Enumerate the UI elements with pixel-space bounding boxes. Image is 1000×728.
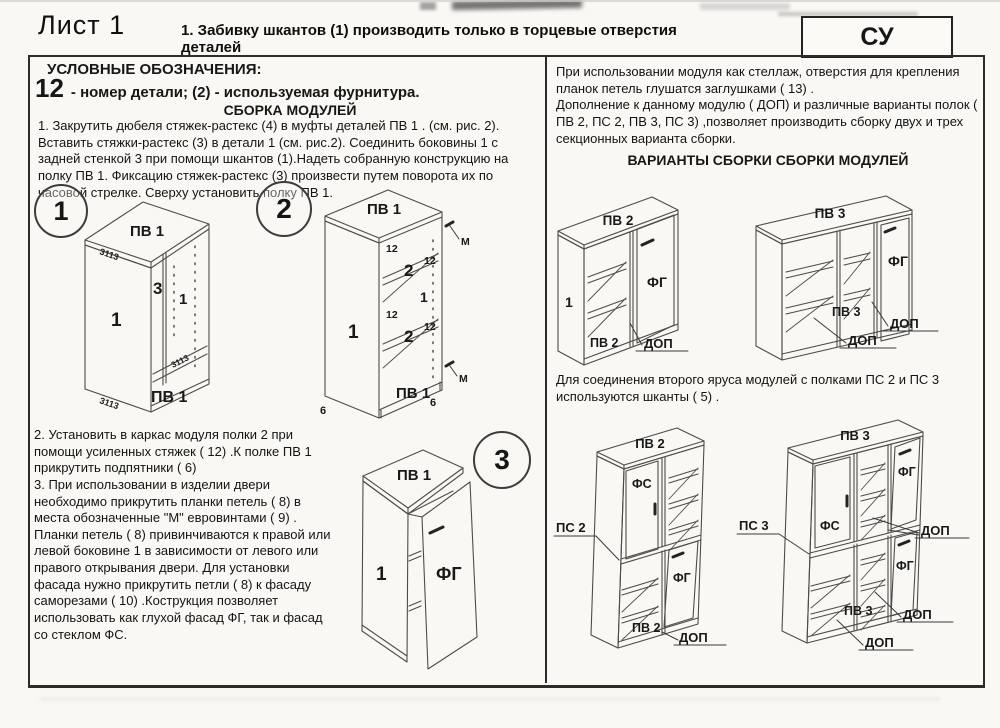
stack3-ps-label: ПС 3 xyxy=(739,518,769,533)
legend-row xyxy=(35,75,420,101)
fig3-top-label: ПВ 1 xyxy=(396,467,432,484)
figure-3-door-diagram xyxy=(350,434,500,682)
stack2-ps-label: ПС 2 xyxy=(556,520,586,535)
intro-paragraph-2: Дополнение к данному модулю ( ДОП) и различные варианты полок ( ПВ 2, ПС 2, ПВ 3, ПС 3) ,позволяет производить сборку двух и трех секционных варианта сборки. xyxy=(556,97,978,146)
scan-edge-shadow xyxy=(40,698,940,700)
pv2-side-label: 1 xyxy=(565,294,573,310)
assembly-step-1: 1. Закрутить дюбеля стяжек-растекс (4) в муфты деталей ПВ 1 . (см. рис. 2). Вставить стяжки-растекс (3) в детали 1 (см. рис.2). Соединить боковины 1 с задней стенкой 3 при помощи шкантов (1).Надеть собранную конструкцию на полку ПВ 1. Фиксацию стяжек-растекс (3) произвести путем поворота их по часовой стрелке. Сверху установить полку ПВ 1. xyxy=(38,118,509,200)
scan-smudge xyxy=(420,2,436,10)
fig2-shelf-label: 2 xyxy=(404,261,414,280)
pv3-dop-label: ДОП xyxy=(890,316,919,331)
assembly-section-title: СБОРКА МОДУЛЕЙ xyxy=(223,102,357,118)
assembly-step-3: 3. При использовании в изделии двери необходимо прикрутить планки петель ( 8) в места обозначенные "М" евровинтами ( 9) . Планки петель ( 8) привинчиваются к правой или левой боковине 1 в зависимости от левого или правого открывания двери. Для установки фасада нужно прикрутить петли ( 8) к фасаду саморезами ( 10) .Кострукция позволяет использовать как глухой фасад ФГ, так и фасад со стеклом ФС. xyxy=(34,476,331,642)
fig1-inner-label: 1 xyxy=(179,291,188,308)
module-pv2-diagram xyxy=(552,183,722,379)
fig1-edge-mark: 3113 xyxy=(98,395,121,412)
stack2-door-label: ФГ xyxy=(673,571,691,585)
legend-title: УСЛОВНЫЕ ОБОЗНАЧЕНИЯ: xyxy=(47,61,262,78)
figure-2-number-label: 2 xyxy=(276,193,292,224)
fig2-shelf-label: 2 xyxy=(404,327,414,346)
legend-text: - номер детали; (2) - используемая фурнитура. xyxy=(70,84,420,101)
fig2-inner-label: 1 xyxy=(420,289,428,305)
fig2-top-label: ПВ 1 xyxy=(366,201,402,218)
stamp-box xyxy=(801,16,953,58)
pv3-dop-label: ДОП xyxy=(848,333,877,348)
stack2-top-label: ПВ 2 xyxy=(635,436,665,451)
variants-title: ВАРИАНТЫ СБОРКИ СБОРКИ МОДУЛЕЙ xyxy=(627,152,909,168)
pv2-bottom-label: ПВ 2 xyxy=(590,336,619,350)
tiers-note: Для соединения второго яруса модулей с полками ПС 2 и ПС 3 используются шканты ( 5) . xyxy=(556,372,940,404)
sheet-title: Лист 1 xyxy=(38,10,126,40)
stack-pv3-diagram xyxy=(713,408,983,680)
scan-edge-shadow xyxy=(0,0,1000,2)
fig1-back-label: 3 xyxy=(153,279,163,298)
assembly-steps-2-3 xyxy=(34,427,336,643)
scan-smudge xyxy=(700,3,790,10)
figure-1-carcass-diagram xyxy=(75,190,245,425)
fig1-bottom-label: ПВ 1 xyxy=(151,389,188,406)
fig2-fastener-label: 12 xyxy=(386,243,398,255)
pv2-door-label: ФГ xyxy=(647,274,667,290)
intro-paragraph-1: При использовании модуля как стеллаж, отверстия для крепления планок петель глушатся заглушками ( 13) . xyxy=(556,64,960,96)
assembly-step-2: 2. Установить в каркас модуля полки 2 при помощи усиленных стяжек ( 12) .К полке ПВ 1 прикрутить подпятники ( 6) xyxy=(34,427,312,476)
fig2-fastener-label: 12 xyxy=(424,321,436,333)
stack3-bottom-label: ПВ 3 xyxy=(844,604,873,618)
fig2-foot-label: 6 xyxy=(320,405,327,417)
fig2-foot-label: 6 xyxy=(430,397,437,409)
shelving-intro xyxy=(556,64,980,147)
fig1-edge-mark: 3113 xyxy=(98,246,121,263)
fig2-bottom-label: ПВ 1 xyxy=(396,385,431,402)
stack2-bottom-label: ПВ 2 xyxy=(632,621,661,635)
figure-1-number-label: 1 xyxy=(53,195,69,226)
legend-part-number: 12 xyxy=(35,73,64,103)
column-divider xyxy=(545,57,547,683)
figure-2-shelves-diagram xyxy=(300,182,485,432)
fig2-hinge-mark: М xyxy=(461,236,470,248)
pv2-top-label: ПВ 2 xyxy=(602,213,634,228)
pv2-dop-label: ДОП xyxy=(644,336,673,351)
pv3-top-label: ПВ 3 xyxy=(814,206,846,221)
stack3-dop-label: ДОП xyxy=(865,635,894,650)
fig1-top-label: ПВ 1 xyxy=(129,223,165,240)
stack3-dop-label: ДОП xyxy=(903,607,932,622)
fig3-side-label: 1 xyxy=(376,564,387,585)
stack2-dop-label: ДОП xyxy=(679,630,708,645)
fig2-fastener-label: 12 xyxy=(424,255,436,267)
fig1-edge-mark: 3113 xyxy=(169,352,191,370)
pv3-door-label: ФГ xyxy=(888,253,908,269)
fig2-side-label: 1 xyxy=(348,322,359,343)
stack3-door-bottom-label: ФГ xyxy=(896,559,914,573)
fig1-side-label: 1 xyxy=(111,310,122,331)
fig2-hinge-mark: М xyxy=(459,373,468,385)
stack3-glass-label: ФС xyxy=(820,519,840,533)
stack3-dop-label: ДОП xyxy=(921,523,950,538)
stamp-label: СУ xyxy=(860,22,894,51)
header-note: 1. Забивку шкантов (1) производить только в торцевые отверстия деталей xyxy=(181,22,677,56)
stack3-door-top-label: ФГ xyxy=(898,465,916,479)
figure-3-number-label: 3 xyxy=(494,444,510,475)
pv3-bottom-label: ПВ 3 xyxy=(832,305,861,319)
module-pv3-diagram xyxy=(752,180,987,380)
stack3-top-label: ПВ 3 xyxy=(840,428,870,443)
fig3-door-label: ФГ xyxy=(436,564,462,584)
stack2-glass-label: ФС xyxy=(632,477,652,491)
fig2-fastener-label: 12 xyxy=(386,309,398,321)
